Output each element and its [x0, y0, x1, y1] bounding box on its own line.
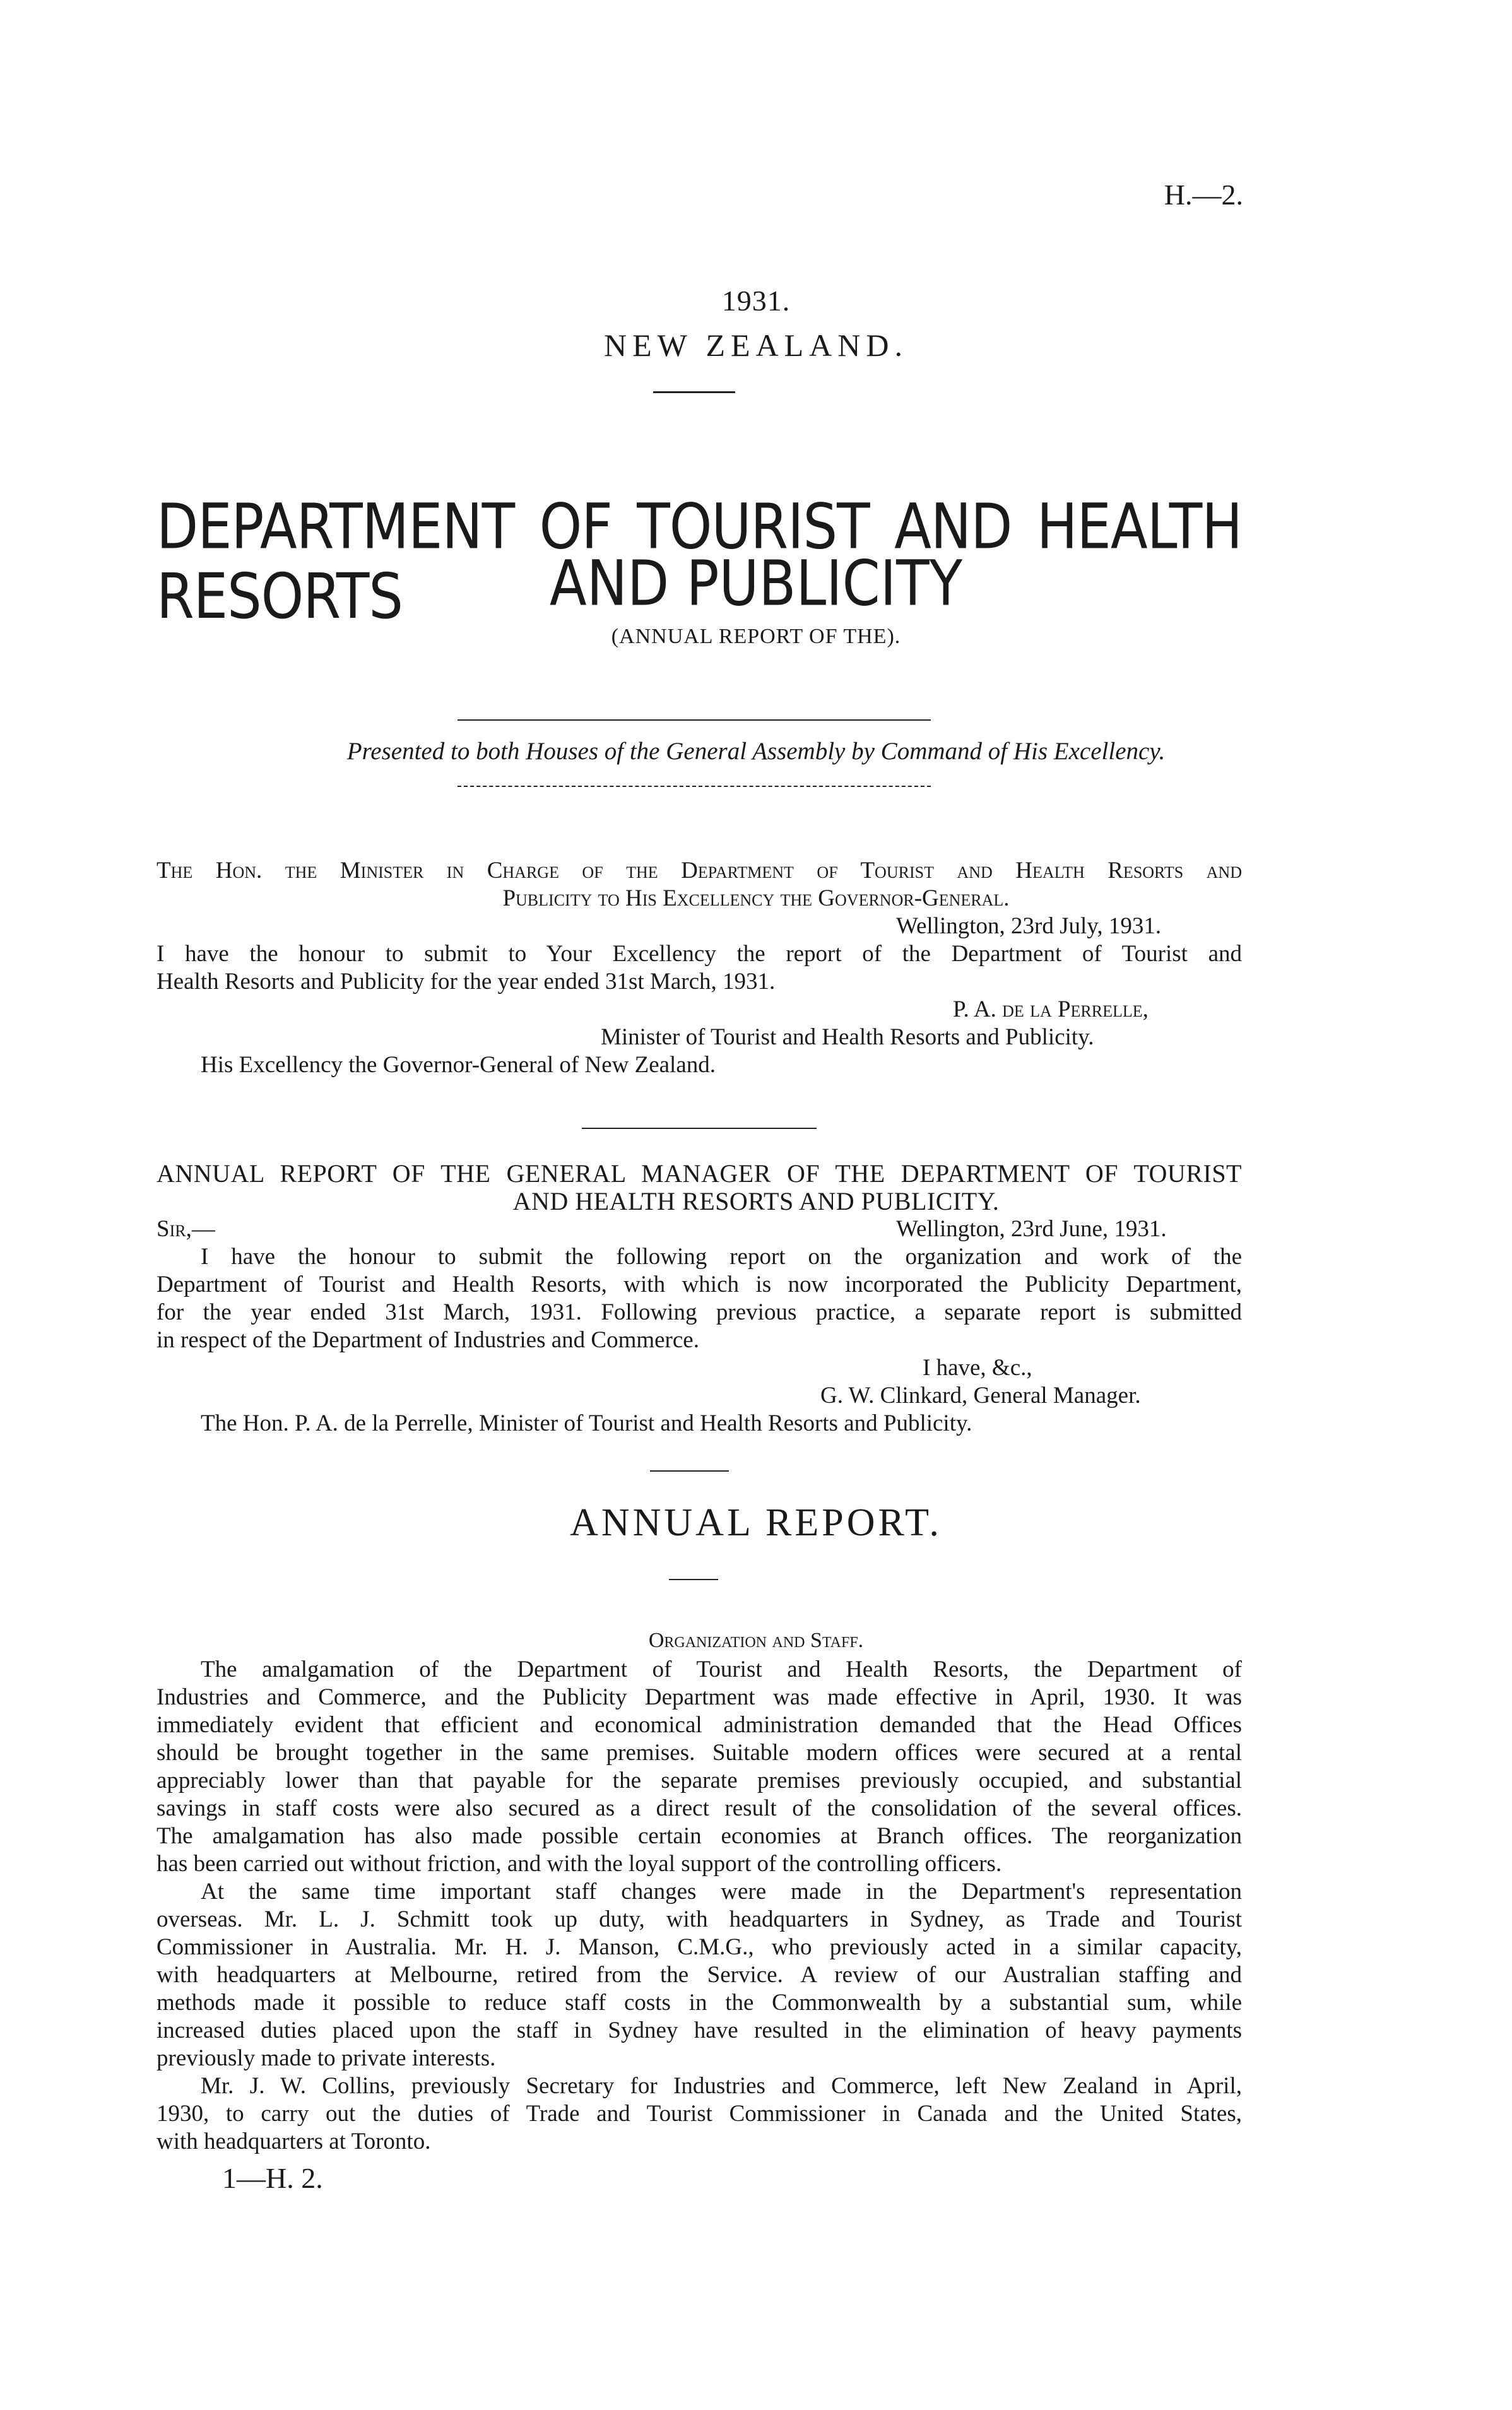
footer-code: 1—H. 2. — [222, 2162, 323, 2194]
paragraph-line: At the same time important staff changes were made in the Department's representation — [201, 1879, 1242, 1905]
letter2-salutation: Sir,— — [157, 1216, 215, 1242]
letter2-body: for the year ended 31st March, 1931. Following previous practice, a separate report is submitted — [157, 1299, 1242, 1325]
paragraph-line: 1930, to carry out the duties of Trade and Tourist Commissioner in Canada and the United States, — [157, 2101, 1242, 2127]
year: 1931. — [721, 285, 791, 317]
letter2-body: Department of Tourist and Health Resorts, with which is now incorporated the Publicity Department, — [157, 1272, 1242, 1297]
country: NEW ZEALAND. — [604, 328, 908, 363]
letter2-body: in respect of the Department of Industries and Commerce. — [157, 1327, 699, 1353]
divider-rule — [653, 391, 735, 393]
paragraph-line: appreciably lower than that payable for the separate premises previously occupied, and substantial — [157, 1768, 1242, 1793]
letter1-body: I have the honour to submit to Your Excellency the report of the Department of Tourist and — [157, 941, 1242, 967]
paragraph-line: has been carried out without friction, and with the loyal support of the controlling officers. — [157, 1851, 1002, 1877]
paragraph-line: overseas. Mr. L. J. Schmitt took up duty, with headquarters in Sydney, as Trade and Tourist — [157, 1906, 1242, 1932]
letter1-address: The Hon. the Minister in Charge of the Department of Tourist and Health Resorts and — [157, 858, 1242, 883]
letter1-address-line2: Publicity to His Excellency the Governor-General. — [502, 885, 1010, 911]
paragraph-line: The amalgamation has also made possible certain economies at Branch offices. The reorganization — [157, 1823, 1242, 1849]
letter1-signature-title: Minister of Tourist and Health Resorts and Publicity. — [601, 1024, 1094, 1050]
paragraph-line: Commissioner in Australia. Mr. H. J. Manson, C.M.G., who previously acted in a similar capacity, — [157, 1934, 1242, 1960]
presented-line: Presented to both Houses of the General Assembly by Command of His Excellency. — [346, 738, 1166, 765]
letter2-signature: G. W. Clinkard, General Manager. — [820, 1383, 1141, 1409]
paragraph-line: Mr. J. W. Collins, previously Secretary for Industries and Commerce, left New Zealand in April, — [201, 2073, 1242, 2099]
paragraph-line: should be brought together in the same premises. Suitable modern offices were secured at a rental — [157, 1740, 1242, 1766]
letter1-body-line2: Health Resorts and Publicity for the year ended 31st March, 1931. — [157, 969, 776, 995]
letter2-heading: ANNUAL REPORT OF THE GENERAL MANAGER OF THE DEPARTMENT OF TOURIST — [157, 1159, 1242, 1188]
letter2-closing: I have, &c., — [923, 1355, 1032, 1381]
divider-rule — [650, 1470, 729, 1472]
section-heading: Organization and Staff. — [648, 1629, 864, 1652]
paragraph-line: methods made it possible to reduce staff costs in the Commonwealth by a substantial sum, while — [157, 1990, 1242, 2016]
page-subtitle: (ANNUAL REPORT OF THE). — [611, 625, 901, 648]
page-title-line2: AND PUBLICITY — [549, 547, 963, 620]
divider-rule — [458, 719, 931, 721]
letter2-addressee: The Hon. P. A. de la Perrelle, Minister of Tourist and Health Resorts and Publicity. — [201, 1410, 972, 1436]
divider-rule — [669, 1579, 718, 1580]
letter2-body: I have the honour to submit the following report on the organization and work of the — [201, 1244, 1242, 1270]
paragraph-line: with headquarters at Melbourne, retired from the Service. A review of our Australian staffing and — [157, 1962, 1242, 1988]
letter1-signature: P. A. de la Perrelle, — [953, 996, 1149, 1022]
divider-rule — [458, 786, 931, 787]
paragraph-line: savings in staff costs were also secured as a direct result of the consolidation of the several offices. — [157, 1795, 1242, 1821]
paragraph-line: with headquarters at Toronto. — [157, 2129, 431, 2154]
paragraph-line: The amalgamation of the Department of Tourist and Health Resorts, the Department of — [201, 1657, 1242, 1682]
paragraph-line: immediately evident that efficient and economical administration demanded that the Head Offices — [157, 1712, 1242, 1738]
letter2-place-date: Wellington, 23rd June, 1931. — [896, 1216, 1167, 1242]
page-code: H.—2. — [1164, 179, 1243, 211]
paragraph-line: previously made to private interests. — [157, 2045, 496, 2071]
letter1-place-date: Wellington, 23rd July, 1931. — [896, 913, 1162, 939]
paragraph-line: Industries and Commerce, and the Publicity Department was made effective in April, 1930. It was — [157, 1684, 1242, 1710]
paragraph-line: increased duties placed upon the staff in Sydney have resulted in the elimination of heavy payments — [157, 2017, 1242, 2043]
divider-rule — [582, 1128, 817, 1129]
report-heading: ANNUAL REPORT. — [570, 1501, 942, 1544]
page-title: DEPARTMENT OF TOURIST AND HEALTH RESORTS — [157, 490, 1242, 634]
letter2-heading-line2: AND HEALTH RESORTS AND PUBLICITY. — [512, 1187, 1000, 1215]
letter1-addressee: His Excellency the Governor-General of New Zealand. — [201, 1052, 716, 1078]
